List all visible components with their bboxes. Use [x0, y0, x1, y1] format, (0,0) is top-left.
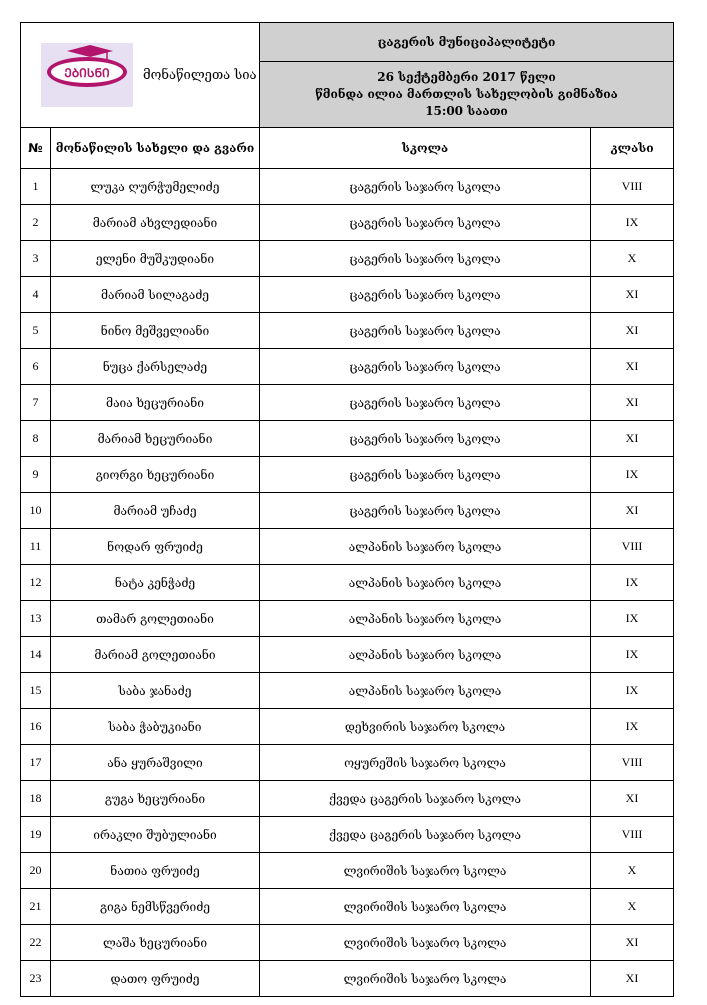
grade-value: XI	[591, 961, 674, 997]
row-number: 22	[21, 925, 51, 961]
school-name: დეხვირის საჯარო სკოლა	[260, 709, 591, 745]
list-title: მონაწილეთა სია	[143, 67, 257, 83]
grade-value: XI	[591, 313, 674, 349]
participant-name: ლუკა ღურჭუმელიძე	[51, 169, 260, 205]
row-number: 6	[21, 349, 51, 385]
row-number: 3	[21, 241, 51, 277]
school-name: ცაგერის საჯარო სკოლა	[260, 277, 591, 313]
grade-value: XI	[591, 385, 674, 421]
grade-value: XI	[591, 421, 674, 457]
grade-value: VIII	[591, 817, 674, 853]
table-row	[21, 817, 674, 853]
table-row	[21, 493, 674, 529]
grade-value: X	[591, 241, 674, 277]
school-name: ალპანის საჯარო სკოლა	[260, 529, 591, 565]
participant-name: ნატა კენჭაძე	[51, 565, 260, 601]
school-name: ალპანის საჯარო სკოლა	[260, 601, 591, 637]
row-number: 20	[21, 853, 51, 889]
table-row	[21, 457, 674, 493]
participant-name: ნინო მეშველიანი	[51, 313, 260, 349]
participant-name: გიგა ნემსწვერიძე	[51, 889, 260, 925]
column-header-school: სკოლა	[260, 128, 591, 169]
table-row	[21, 637, 674, 673]
participant-name: საბა ჯანაძე	[51, 673, 260, 709]
row-number: 7	[21, 385, 51, 421]
table-row	[21, 385, 674, 421]
municipality-title: ცაგერის მუნიციპალიტეტი	[377, 35, 556, 50]
column-header-grade: კლასი	[591, 128, 674, 169]
table-row	[21, 781, 674, 817]
grade-value: IX	[591, 673, 674, 709]
school-name: ცაგერის საჯარო სკოლა	[260, 493, 591, 529]
grade-value: IX	[591, 457, 674, 493]
school-name: ცაგერის საჯარო სკოლა	[260, 385, 591, 421]
row-number: 9	[21, 457, 51, 493]
row-number: 23	[21, 961, 51, 997]
participant-name: გიორგი ხეცურიანი	[51, 457, 260, 493]
participant-name: მარიამ სილაგაძე	[51, 277, 260, 313]
table-row	[21, 313, 674, 349]
school-name: ქვედა ცაგერის საჯარო სკოლა	[260, 781, 591, 817]
grade-value: XI	[591, 493, 674, 529]
participant-name: საბა ჭაბუკიანი	[51, 709, 260, 745]
school-name: ცაგერის საჯარო სკოლა	[260, 349, 591, 385]
table-row	[21, 241, 674, 277]
table-row	[21, 601, 674, 637]
grade-value: XI	[591, 925, 674, 961]
participant-name: მარიამ უჩაძე	[51, 493, 260, 529]
column-header-name: მონაწილის სახელი და გვარი	[51, 128, 260, 169]
table-row	[21, 277, 674, 313]
grade-value: VIII	[591, 745, 674, 781]
school-name: ალპანის საჯარო სკოლა	[260, 673, 591, 709]
grade-value: IX	[591, 637, 674, 673]
row-number: 21	[21, 889, 51, 925]
grade-value: XI	[591, 277, 674, 313]
participant-name: მაია ხეცურიანი	[51, 385, 260, 421]
school-name: ალპანის საჯარო სკოლა	[260, 637, 591, 673]
row-number: 2	[21, 205, 51, 241]
table-row	[21, 529, 674, 565]
row-number: 16	[21, 709, 51, 745]
school-name: ლვირიშის საჯარო სკოლა	[260, 853, 591, 889]
grade-value: IX	[591, 709, 674, 745]
grade-value: IX	[591, 601, 674, 637]
event-info-cell	[260, 62, 674, 128]
participant-name: ნუცა ქარსელაძე	[51, 349, 260, 385]
school-name: ცაგერის საჯარო სკოლა	[260, 313, 591, 349]
school-name: ოყურეშის საჯარო სკოლა	[260, 745, 591, 781]
logo-text: ᲔᲑᲘᲡᲜᲘ	[64, 65, 110, 80]
table-row	[21, 853, 674, 889]
participant-name: ნოდარ ფრუიძე	[51, 529, 260, 565]
row-number: 17	[21, 745, 51, 781]
row-number: 4	[21, 277, 51, 313]
header-row-1	[21, 23, 674, 62]
school-name: ლვირიშის საჯარო სკოლა	[260, 889, 591, 925]
table-row	[21, 169, 674, 205]
table-row	[21, 565, 674, 601]
grade-value: VIII	[591, 529, 674, 565]
table-row	[21, 889, 674, 925]
grade-value: XI	[591, 349, 674, 385]
participant-name: თამარ გოლეთიანი	[51, 601, 260, 637]
row-number: 5	[21, 313, 51, 349]
table-row	[21, 745, 674, 781]
school-name: ქვედა ცაგერის საჯარო სკოლა	[260, 817, 591, 853]
school-name: ცაგერის საჯარო სკოლა	[260, 421, 591, 457]
participant-name: ნათია ფრუიძე	[51, 853, 260, 889]
participant-name: მარიამ გოლეთიანი	[51, 637, 260, 673]
row-number: 11	[21, 529, 51, 565]
table-row	[21, 925, 674, 961]
participant-name: მარიამ ხეცურიანი	[51, 421, 260, 457]
participant-name: მარიამ ახვლედიანი	[51, 205, 260, 241]
logo	[41, 43, 133, 107]
grade-value: X	[591, 889, 674, 925]
municipality-cell	[260, 23, 674, 62]
row-number: 12	[21, 565, 51, 601]
participant-name: ირაკლი შუბულიანი	[51, 817, 260, 853]
row-number: 19	[21, 817, 51, 853]
school-name: ცაგერის საჯარო სკოლა	[260, 457, 591, 493]
event-date: 26 სექტემბერი 2017 წელი	[377, 70, 556, 85]
participant-name: დათო ფრუიძე	[51, 961, 260, 997]
table-row	[21, 673, 674, 709]
row-number: 1	[21, 169, 51, 205]
participant-name: ელენი მუშკუდიანი	[51, 241, 260, 277]
table-row	[21, 709, 674, 745]
school-name: ლვირიშის საჯარო სკოლა	[260, 961, 591, 997]
row-number: 18	[21, 781, 51, 817]
participant-name: ლაშა ხეცურიანი	[51, 925, 260, 961]
participant-name: ანა ყურაშვილი	[51, 745, 260, 781]
table-row	[21, 349, 674, 385]
school-name: ალპანის საჯარო სკოლა	[260, 565, 591, 601]
grade-value: IX	[591, 565, 674, 601]
table-row	[21, 421, 674, 457]
participants-table	[20, 22, 674, 997]
school-name: ლვირიშის საჯარო სკოლა	[260, 925, 591, 961]
participant-name: გუგა ხეცურიანი	[51, 781, 260, 817]
grade-value: VIII	[591, 169, 674, 205]
table-row	[21, 205, 674, 241]
grade-value: XI	[591, 781, 674, 817]
event-time: 15:00 საათი	[425, 104, 508, 119]
school-name: ცაგერის საჯარო სკოლა	[260, 205, 591, 241]
event-venue: წმინდა ილია მართლის სახელობის გიმნაზია	[315, 87, 618, 102]
school-name: ცაგერის საჯარო სკოლა	[260, 169, 591, 205]
table-row	[21, 961, 674, 997]
row-number: 13	[21, 601, 51, 637]
row-number: 10	[21, 493, 51, 529]
column-header-number: №	[21, 128, 51, 169]
column-header-row	[21, 128, 674, 169]
header-left-cell	[21, 23, 260, 128]
row-number: 8	[21, 421, 51, 457]
row-number: 14	[21, 637, 51, 673]
grade-value: IX	[591, 205, 674, 241]
school-name: ცაგერის საჯარო სკოლა	[260, 241, 591, 277]
row-number: 15	[21, 673, 51, 709]
grade-value: X	[591, 853, 674, 889]
